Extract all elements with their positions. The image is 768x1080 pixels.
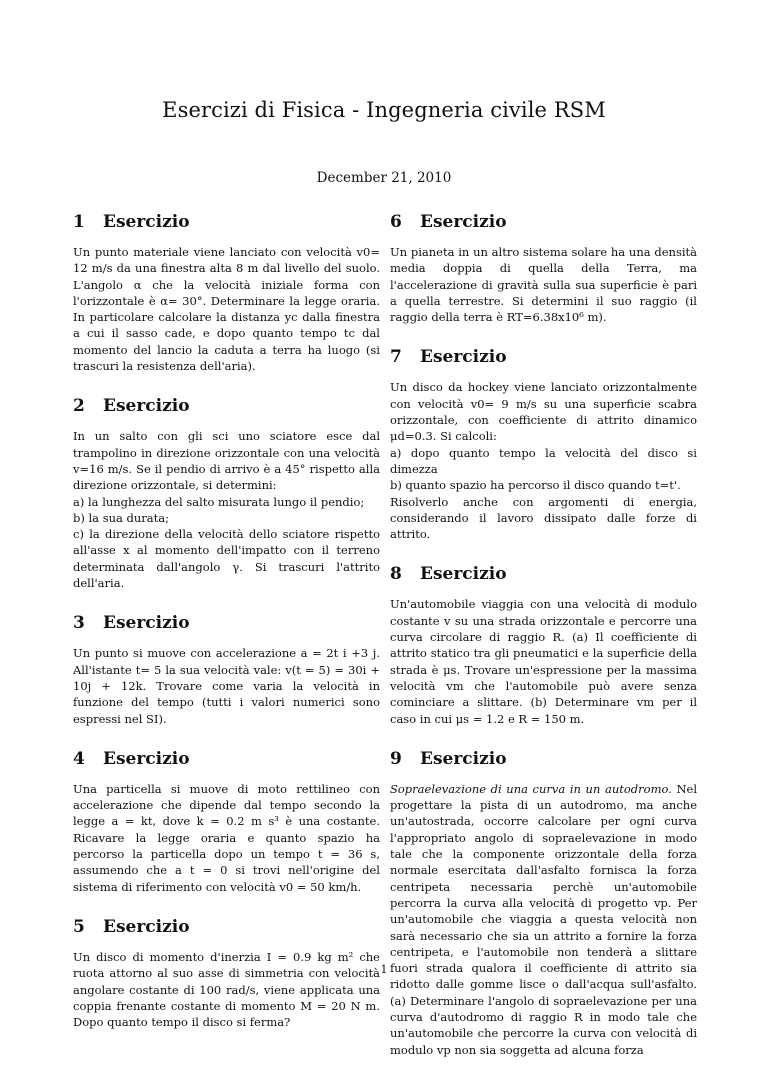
exercise-text: Una particella si muove di moto rettilineo con accelerazione che dipende dal tempo secondo la legge a = kt, dove k = 0.2 m s³ è una costante. Ricavare la legge oraria e quanto spazio ha percorso la particella dopo un tempo t = 36 s, assumendo che a t = 0 si trovi nell'origine del sistema di riferimento con velocità v0 = 50 km/h. bbox=[73, 781, 380, 894]
exercise-title: Esercizio bbox=[420, 347, 507, 368]
exercise-number: 9 bbox=[390, 748, 402, 769]
exercise-body: Nel progettare la pista di un autodromo, ma anche un'autostrada, occorre calcolare per ogni curva l'appropriato angolo di sopraelevazione in modo tale che la componente orizzontale della forza normale esercitata dall'asfalto fornisca la forza centripeta necessaria perchè un'automobile percorra la curva alla velocità di progetto vp. Per un'automobile che viaggia a questa velocità non sarà necessario che sia un attrito a fornire la forza centripeta, e l'automobile non tenderà a slittare fuori strada qualora il coefficiente di attrito sia ridotto dalle gomme lisce o dall'acqua sull'asfalto. (a) Determinare l'angolo di sopraelevazione per una curva d'autodromo di raggio R in modo tale che un'automobile che percorre la curva con velocità di modulo vp non sia soggetta ad alcuna forza bbox=[390, 781, 698, 1057]
exercise-heading bbox=[73, 613, 380, 633]
exercise-3 bbox=[73, 613, 380, 726]
left-column bbox=[73, 212, 380, 1052]
exercise-number: 6 bbox=[390, 212, 402, 232]
exercise-6 bbox=[390, 212, 697, 325]
page-number: 1 bbox=[380, 963, 388, 976]
exercise-number: 7 bbox=[390, 347, 402, 368]
exercise-title: Esercizio bbox=[103, 748, 190, 769]
exercise-heading bbox=[73, 749, 380, 769]
right-column bbox=[390, 212, 697, 1080]
exercise-title: Esercizio bbox=[103, 396, 190, 417]
exercise-text: Un pianeta in un altro sistema solare ha una densità media doppia di quella della Terra, ma l'accelerazione di gravità sulla sua superficie è pari a quella terrestre. Si determini il suo raggio (il raggio della terra è RT=6.38x10⁶ m). bbox=[390, 245, 697, 325]
document-date: December 21, 2010 bbox=[316, 170, 452, 186]
exercise-heading bbox=[390, 749, 697, 769]
exercise-text bbox=[390, 781, 697, 1058]
exercise-title: Esercizio bbox=[420, 564, 507, 585]
exercise-number: 5 bbox=[73, 916, 85, 937]
exercise-text: Un punto materiale viene lanciato con velocità v0= 12 m/s da una finestra alta 8 m dal livello del suolo. L'angolo α che la velocità iniziale forma con l'orizzontale è α= 30°. Determinare la legge oraria. In particolare calcolare la distanza yc dalla finestra a cui il sasso cade, e dopo quanto tempo tc dal momento del lancio la caduta a terra ha luogo (si trascuri la resistenza dell'aria). bbox=[73, 245, 380, 374]
exercise-8 bbox=[390, 564, 697, 726]
exercise-text: Un disco da hockey viene lanciato orizzontalmente con velocità v0= 9 m/s su una superficie scabra orizzontale, con coefficiente di attrito dinamico μd=0.3. Si calcoli: a) dopo quanto tempo la velocità del disco si dimezza b) quanto spazio ha percorso il disco quando t=t'. Risolverlo anche con argomenti di energia, considerando il lavoro dissipato dalle forze di attrito. bbox=[390, 380, 697, 542]
exercise-number: 8 bbox=[390, 564, 402, 585]
exercise-9 bbox=[390, 749, 697, 1058]
exercise-heading bbox=[73, 396, 380, 416]
exercise-4 bbox=[73, 749, 380, 895]
exercise-title: Esercizio bbox=[103, 916, 190, 937]
exercise-number: 3 bbox=[73, 613, 85, 634]
exercise-heading bbox=[73, 212, 380, 232]
exercise-intro: Sopraelevazione di una curva in un autodromo. bbox=[390, 781, 672, 796]
exercise-7 bbox=[390, 347, 697, 542]
exercise-heading bbox=[390, 564, 697, 584]
exercise-heading bbox=[73, 917, 380, 937]
exercise-number: 1 bbox=[73, 212, 85, 232]
exercise-number: 2 bbox=[73, 396, 85, 417]
exercise-title: Esercizio bbox=[103, 613, 190, 634]
exercise-heading bbox=[390, 212, 697, 232]
exercise-number: 4 bbox=[73, 748, 85, 769]
exercise-text: Un'automobile viaggia con una velocità di modulo costante v su una strada orizzontale e percorre una curva circolare di raggio R. (a) Il coefficiente di attrito statico tra gli pneumatici e la superficie della strada è μs. Trovare un'espressione per la massima velocità vm che l'automobile può avere senza cominciare a slittare. (b) Determinare vm per il caso in cui μs = 1.2 e R = 150 m. bbox=[390, 597, 697, 726]
exercise-text: In un salto con gli sci uno sciatore esce dal trampolino in direzione orizzontale con una velocità v=16 m/s. Se il pendio di arrivo è a 45° rispetto alla direzione orizzontale, si determini: a) la lunghezza del salto misurata lungo il pendio; b) la sua durata; c) la direzione della velocità dello sciatore rispetto all'asse x al momento dell'impatto con il terreno determinata dall'angolo γ. Si trascuri l'attrito dell'aria. bbox=[73, 429, 380, 591]
exercise-text: Un disco di momento d'inerzia I = 0.9 kg m² che ruota attorno al suo asse di simmetria con velocità angolare costante di 100 rad/s, viene applicata una coppia frenante costante di momento M = 20 N m. Dopo quanto tempo il disco si ferma? bbox=[73, 949, 380, 1030]
exercise-1 bbox=[73, 212, 380, 374]
exercise-title: Esercizio bbox=[420, 212, 507, 232]
exercise-title: Esercizio bbox=[103, 212, 190, 232]
exercise-text: Un punto si muove con accelerazione a = 2t i +3 j. All'istante t= 5 la sua velocità vale: v(t = 5) = 30i + 10j + 12k. Trovare come varia la velocità in funzione del tempo (tutti i valori numerici sono espressi nel SI). bbox=[73, 646, 380, 726]
document-title: Esercizi di Fisica - Ingegneria civile RSM bbox=[162, 98, 606, 122]
exercise-title: Esercizio bbox=[420, 748, 507, 769]
exercise-2 bbox=[73, 396, 380, 591]
exercise-heading bbox=[390, 347, 697, 367]
